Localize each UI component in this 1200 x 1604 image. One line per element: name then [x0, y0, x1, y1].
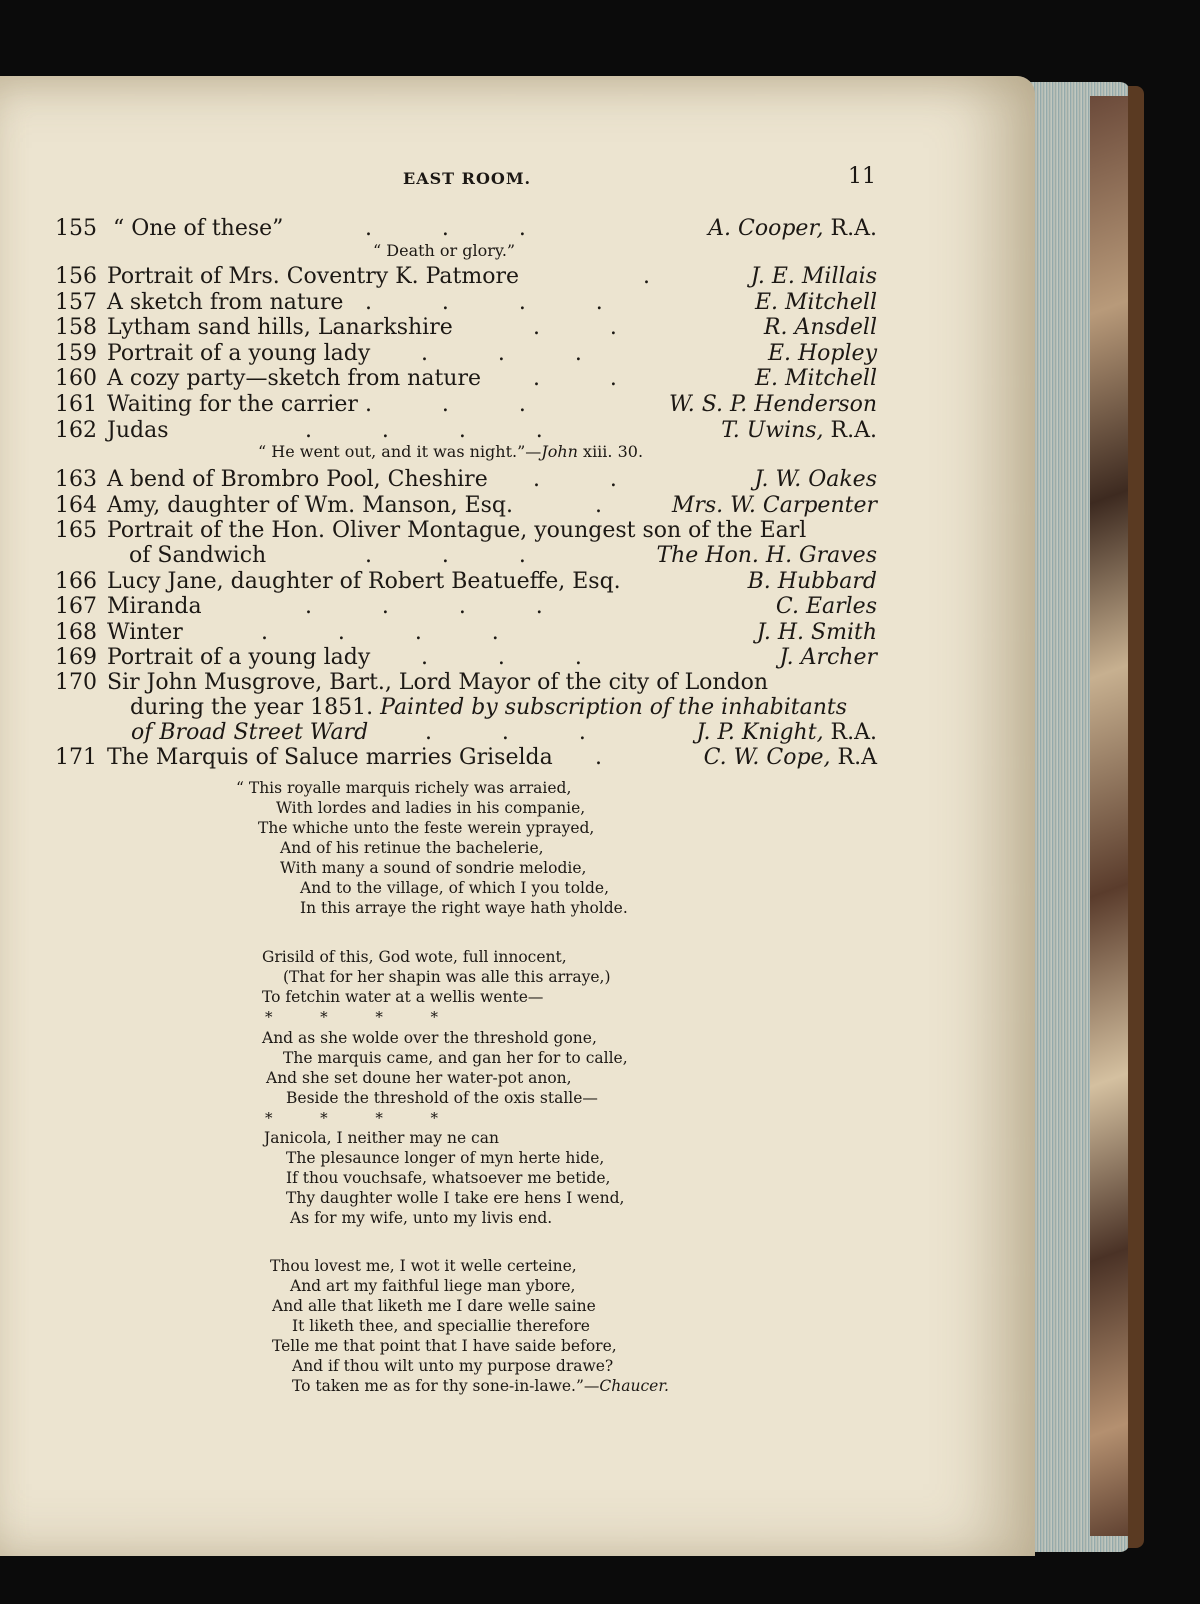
leader-dots: . . .	[421, 341, 582, 366]
leader-dots: . .	[533, 366, 617, 391]
entry-row	[55, 467, 877, 493]
entry-row	[55, 594, 877, 620]
entry-number: 160	[55, 366, 97, 391]
entry-title: Portrait of a young lady	[107, 645, 371, 670]
entry-artist: J. W. Oakes	[754, 467, 877, 492]
entry-title: Lucy Jane, daughter of Robert Beatueffe, Esq.	[107, 569, 621, 594]
entry-row	[55, 366, 877, 392]
ellipsis-stars: * * * *	[265, 1109, 439, 1127]
entry-artist: J. E. Millais	[750, 264, 877, 289]
verse-line: Grisild of this, God wote, full innocent,	[262, 948, 567, 966]
verse-line: The marquis came, and gan her for to calle,	[283, 1049, 628, 1067]
entry-artist: J. Archer	[779, 645, 877, 670]
entry-number: 166	[55, 569, 97, 594]
entry-row	[55, 264, 877, 290]
entry-row	[55, 720, 877, 746]
leader-dots: . .	[533, 467, 617, 492]
entry-title: Portrait of the Hon. Oliver Montague, youngest son of the Earl	[107, 518, 807, 543]
verse-author: Chaucer.	[599, 1377, 669, 1395]
ellipsis-stars: * * * *	[265, 1008, 439, 1026]
verse-line: “ This royalle marquis richely was arraied,	[236, 779, 572, 797]
entry-artist: J. H. Smith	[756, 620, 877, 645]
entry-artist: R. Ansdell	[763, 315, 877, 340]
entry-artist: E. Mitchell	[754, 290, 877, 315]
entry-quote: “ Death or glory.”	[373, 241, 516, 260]
verse-line: To taken me as for thy sone-in-lawe.”—Chaucer.	[292, 1377, 669, 1395]
leader-dots: . . . .	[261, 620, 499, 645]
entry-title: Miranda	[107, 594, 202, 619]
leader-dots: . .	[533, 315, 617, 340]
entry-artist: The Hon. H. Graves	[656, 543, 877, 568]
leader-dots: .	[643, 264, 650, 289]
entry-quote: “ He went out, and it was night.”—John xiii. 30.	[258, 442, 644, 461]
verse-line: The plesaunce longer of myn herte hide,	[286, 1149, 605, 1167]
entry-number: 155	[55, 216, 97, 241]
verse-line: And art my faithful liege man ybore,	[290, 1277, 576, 1295]
entry-row	[55, 745, 877, 771]
verse-line: And as she wolde over the threshold gone,	[262, 1029, 597, 1047]
entry-number: 170	[55, 670, 97, 695]
entry-title: Waiting for the carrier	[107, 392, 358, 417]
entry-title: Portrait of Mrs. Coventry K. Patmore	[107, 264, 520, 289]
entry-row	[55, 493, 877, 519]
entry-number: 164	[55, 493, 97, 518]
entry-row	[55, 315, 877, 341]
entry-row	[55, 290, 877, 316]
verse-line: (That for her shapin was alle this arraye,)	[283, 968, 611, 986]
leader-dots: . . . .	[305, 418, 543, 443]
verse-line: The whiche unto the feste werein yprayed,	[258, 819, 595, 837]
entry-row	[55, 645, 877, 671]
entry-artist: B. Hubbard	[747, 569, 877, 594]
leader-dots: . . . .	[365, 290, 603, 315]
entry-number: 163	[55, 467, 97, 492]
entry-artist: Mrs. W. Carpenter	[671, 493, 877, 518]
entry-row	[55, 543, 877, 569]
entry-artist: J. P. Knight, R.A.	[696, 720, 877, 745]
leader-dots: .	[595, 745, 602, 770]
entry-row	[55, 392, 877, 418]
verse-line: Telle me that point that I have saide before,	[272, 1337, 617, 1355]
verse-line: In this arraye the right waye hath yholde.	[300, 899, 628, 917]
page-number: 11	[848, 164, 876, 189]
entry-number: 158	[55, 315, 97, 340]
entry-artist: E. Hopley	[767, 341, 877, 366]
verse-line: To fetchin water at a wellis wente—	[262, 988, 544, 1006]
entry-number: 161	[55, 392, 97, 417]
entry-number: 167	[55, 594, 97, 619]
entry-row	[55, 620, 877, 646]
entry-number: 171	[55, 745, 97, 770]
verse-line: And to the village, of which I you tolde,	[300, 879, 610, 897]
entry-title-continued: of Sandwich	[129, 543, 267, 568]
entry-title: A sketch from nature	[107, 290, 344, 315]
verse-line: With lordes and ladies in his companie,	[276, 799, 586, 817]
entry-title-continued: of Broad Street Ward	[131, 720, 369, 745]
entry-artist: T. Uwins, R.A.	[721, 418, 877, 443]
leader-dots: . . .	[365, 216, 526, 241]
verse-line: As for my wife, unto my livis end.	[290, 1209, 553, 1227]
leader-dots: .	[595, 493, 602, 518]
verse-line: Thou lovest me, I wot it welle certeine,	[270, 1257, 577, 1275]
entry-number: 168	[55, 620, 97, 645]
leader-dots: . . .	[365, 543, 526, 568]
entry-row	[55, 418, 877, 444]
entry-artist: C. Earles	[775, 594, 877, 619]
entry-artist: W. S. P. Henderson	[668, 392, 877, 417]
verse-line: And alle that liketh me I dare welle saine	[272, 1297, 596, 1315]
entry-title: Lytham sand hills, Lanarkshire	[107, 315, 453, 340]
entry-title: Judas	[107, 418, 169, 443]
verse-line: If thou vouchsafe, whatsoever me betide,	[286, 1169, 611, 1187]
entry-title: “ One of these”	[113, 216, 284, 241]
entry-row	[55, 216, 877, 242]
entry-title: Winter	[107, 620, 183, 645]
entry-artist: A. Cooper, R.A.	[708, 216, 877, 241]
leader-dots: . . .	[365, 392, 526, 417]
entry-row	[55, 670, 877, 696]
verse-line: Janicola, I neither may ne can	[264, 1129, 499, 1147]
entry-title: The Marquis of Saluce marries Griselda	[107, 745, 553, 770]
entry-title: Sir John Musgrove, Bart., Lord Mayor of the city of London	[107, 670, 769, 695]
entry-row	[55, 341, 877, 367]
entry-title: Portrait of a young lady	[107, 341, 371, 366]
running-header: EAST ROOM.	[403, 169, 532, 188]
entry-row	[55, 518, 877, 544]
leader-dots: . . . .	[305, 594, 543, 619]
entry-number: 169	[55, 645, 97, 670]
entry-number: 156	[55, 264, 97, 289]
entry-title: Amy, daughter of Wm. Manson, Esq.	[107, 493, 514, 518]
verse-line: And she set doune her water-pot anon,	[266, 1069, 572, 1087]
leader-dots: . . .	[421, 645, 582, 670]
verse-line: Beside the threshold of the oxis stalle—	[286, 1089, 598, 1107]
entry-number: 159	[55, 341, 97, 366]
leader-dots: . . .	[425, 720, 586, 745]
verse-line: And of his retinue the bachelerie,	[280, 839, 544, 857]
entry-number: 157	[55, 290, 97, 315]
entry-title: A cozy party—sketch from nature	[107, 366, 481, 391]
verse-line: With many a sound of sondrie melodie,	[280, 859, 587, 877]
entry-title: A bend of Brombro Pool, Cheshire	[107, 467, 488, 492]
verse-line: It liketh thee, and speciallie therefore	[292, 1317, 590, 1335]
entry-artist: E. Mitchell	[754, 366, 877, 391]
entry-artist: C. W. Cope, R.A	[703, 745, 877, 770]
entry-row	[55, 569, 877, 595]
entry-number: 165	[55, 518, 97, 543]
verse-line: Thy daughter wolle I take ere hens I wend,	[286, 1189, 625, 1207]
entry-number: 162	[55, 418, 97, 443]
verse-line: And if thou wilt unto my purpose drawe?	[292, 1357, 614, 1375]
book-cover	[1128, 86, 1144, 1548]
entry-title-continued: during the year 1851. Painted by subscription of the inhabitants	[130, 695, 848, 720]
